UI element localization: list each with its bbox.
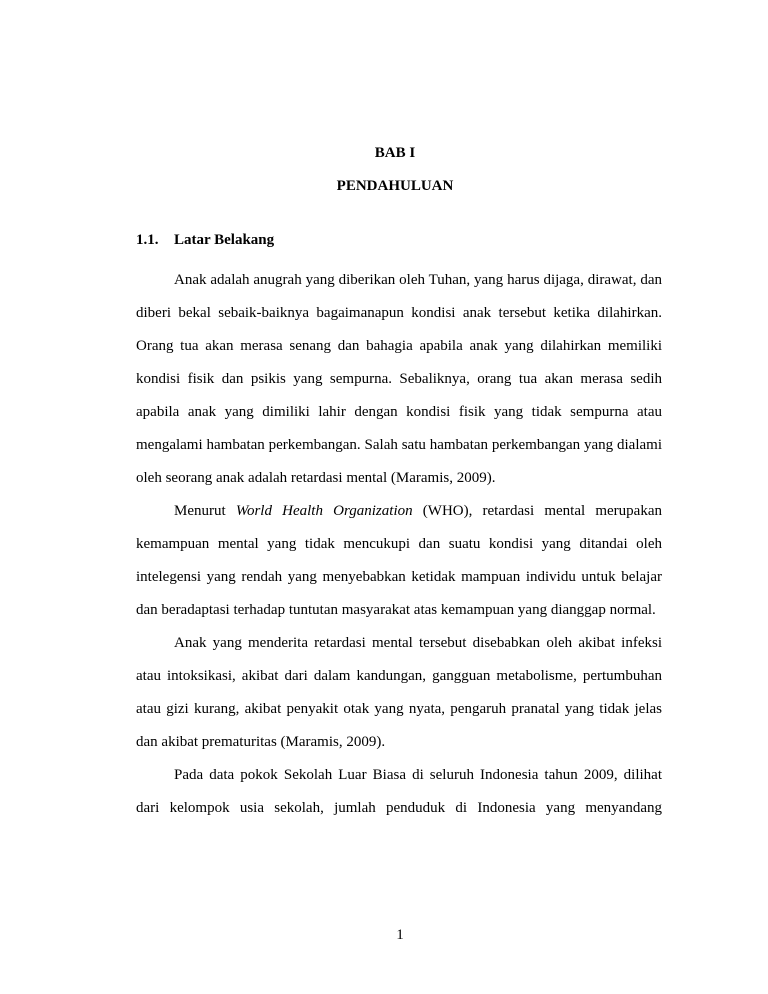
paragraph-2-italic: World Health Organization	[235, 503, 413, 519]
body-text	[136, 264, 662, 825]
paragraph-2	[136, 495, 662, 627]
section-title: Latar Belakang	[174, 232, 275, 248]
chapter-title: PENDAHULUAN	[336, 178, 454, 194]
chapter-label: BAB I	[374, 145, 416, 161]
page-number: 1	[396, 927, 404, 943]
section-number: 1.1.	[136, 232, 159, 248]
paragraph-4: Pada data pokok Sekolah Luar Biasa di seluruh Indonesia tahun 2009, dilihat dari kelompok usia sekolah, jumlah penduduk di Indonesia yang menyandang	[136, 767, 662, 816]
paragraph-2-after: (WHO), retardasi mental merupakan kemampuan mental yang tidak mencukupi dan suatu kondisi yang ditandai oleh intelegensi yang rendah yang menyebabkan ketidak mampuan individu untuk belajar dan beradaptasi terhadap tuntutan masyarakat atas kemampuan yang dianggap normal.	[136, 503, 662, 618]
paragraph-3: Anak yang menderita retardasi mental tersebut disebabkan oleh akibat infeksi atau intoksikasi, akibat dari dalam kandungan, gangguan metabolisme, pertumbuhan atau gizi kurang, akibat penyakit otak yang nyata, pengaruh pranatal yang tidak jelas dan akibat prematuritas (Maramis, 2009).	[136, 635, 662, 750]
paragraph-2-before: Menurut	[174, 503, 236, 519]
paragraph-1: Anak adalah anugrah yang diberikan oleh Tuhan, yang harus dijaga, dirawat, dan diberi bekal sebaik-baiknya bagaimanapun kondisi anak tersebut ketika dilahirkan. Orang tua akan merasa senang dan bahagia apabila anak yang dilahirkan memiliki kondisi fisik dan psikis yang sempurna. Sebaliknya, orang tua akan merasa sedih apabila anak yang dimiliki lahir dengan kondisi fisik yang tidak sempurna atau mengalami hambatan perkembangan. Salah satu hambatan perkembangan yang dialami oleh seorang anak adalah retardasi mental (Maramis, 2009).	[136, 272, 662, 486]
section-heading	[136, 231, 274, 249]
